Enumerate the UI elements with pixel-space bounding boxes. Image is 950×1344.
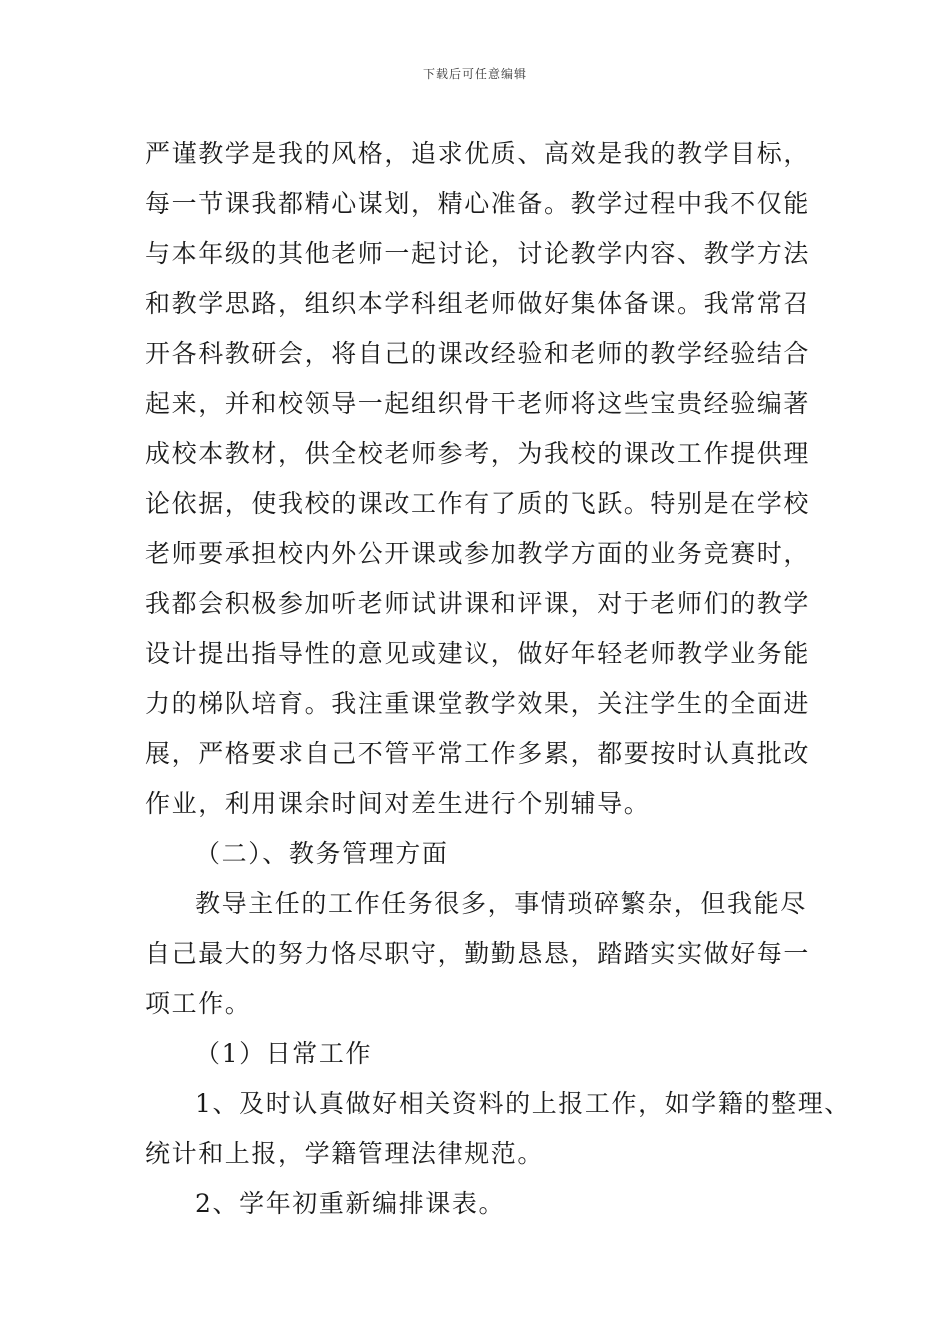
text-line: 成校本教材，供全校老师参考，为我校的课改工作提供理 bbox=[145, 439, 811, 468]
text-line: 自己最大的努力恪尽职守，勤勤恳恳，踏踏实实做好每一 bbox=[145, 939, 811, 968]
text-line: 项工作。 bbox=[145, 989, 252, 1018]
text-line: 与本年级的其他老师一起讨论，讨论教学内容、教学方法 bbox=[145, 239, 811, 268]
text-line: 和教学思路，组织本学科组老师做好集体备课。我常常召 bbox=[145, 289, 811, 318]
text-line: 作业，利用课余时间对差生进行个别辅导。 bbox=[145, 789, 651, 818]
text-line: 展，严格要求自己不管平常工作多累，都要按时认真批改 bbox=[145, 739, 811, 768]
text-line: 我都会积极参加听老师试讲课和评课，对于老师们的教学 bbox=[145, 589, 811, 618]
section-heading: （二）、教务管理方面 bbox=[195, 839, 449, 868]
text-line: 统计和上报，学籍管理法律规范。 bbox=[145, 1139, 545, 1168]
list-item: 2、学年初重新编排课表。 bbox=[195, 1189, 506, 1218]
text-line: 每一节课我都精心谋划，精心准备。教学过程中我不仅能 bbox=[145, 189, 811, 218]
text-line: 设计提出指导性的意见或建议，做好年轻老师教学业务能 bbox=[145, 639, 811, 668]
subsection-heading: （1）日常工作 bbox=[195, 1039, 373, 1068]
text-line: 论依据，使我校的课改工作有了质的飞跃。特别是在学校 bbox=[145, 489, 811, 518]
text-line: 老师要承担校内外公开课或参加教学方面的业务竞赛时， bbox=[145, 539, 811, 568]
text-line: 严谨教学是我的风格，追求优质、高效是我的教学目标， bbox=[145, 139, 811, 168]
list-item: 1、及时认真做好相关资料的上报工作，如学籍的整理、 bbox=[195, 1089, 851, 1118]
document-body bbox=[145, 129, 851, 1229]
text-line: 力的梯队培育。我注重课堂教学效果，关注学生的全面进 bbox=[145, 689, 811, 718]
text-line: 开各科教研会，将自己的课改经验和老师的教学经验结合 bbox=[145, 339, 811, 368]
text-line: 教导主任的工作任务很多，事情琐碎繁杂，但我能尽 bbox=[195, 889, 807, 918]
text-line: 起来，并和校领导一起组织骨干老师将这些宝贵经验编著 bbox=[145, 389, 811, 418]
page-header: 下载后可任意编辑 bbox=[422, 67, 527, 81]
